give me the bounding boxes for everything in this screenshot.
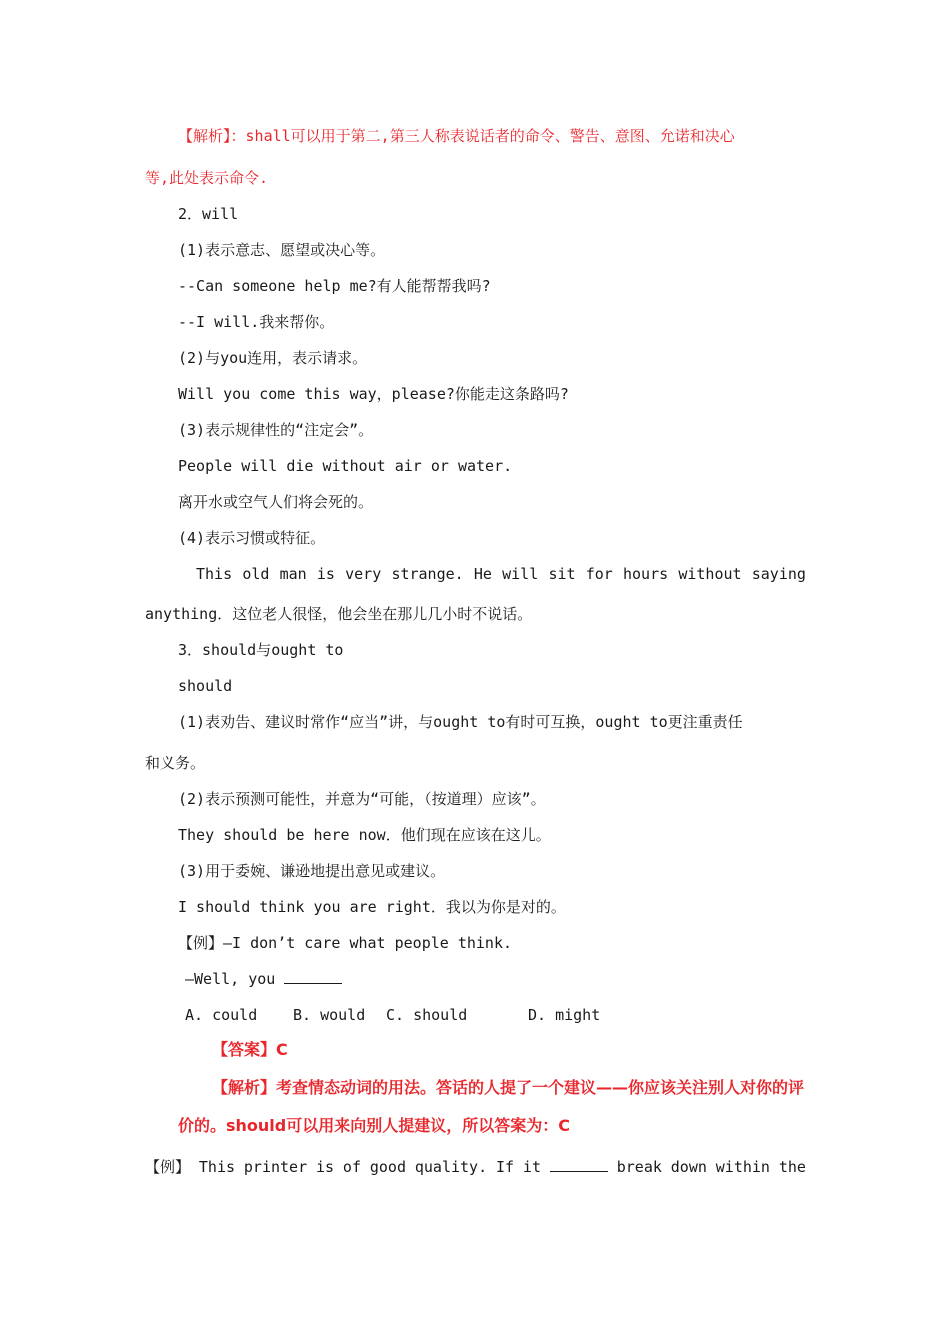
example-2-question — [145, 1157, 806, 1177]
example-1-analysis-line-2: 价的。should可以用来向别人提建议，所以答案为：C — [178, 1116, 570, 1135]
answer-line — [212, 1040, 288, 1060]
example-q2-text: —Well, you — [185, 970, 276, 988]
will-example-3b: 离开水或空气人们将会死的。 — [178, 493, 374, 511]
should-point-1b: 和义务。 — [145, 754, 206, 772]
analysis-shall-line-1 — [178, 126, 735, 146]
word: down — [670, 1158, 707, 1176]
should-point-3: (3)用于委婉、谦逊地提出意见或建议。 — [178, 862, 446, 880]
example-1-analysis-line-1 — [212, 1078, 804, 1098]
will-example-3a: People will die without air or water. — [178, 457, 513, 475]
word: of — [342, 1158, 361, 1176]
word: for — [585, 565, 613, 583]
word: it — [522, 1158, 541, 1176]
example-label: 【例】 — [145, 1158, 191, 1176]
will-point-4: (4)表示习惯或特征。 — [178, 529, 326, 547]
section-heading-should: 3．should与ought to — [178, 641, 344, 659]
word: without — [678, 565, 742, 583]
answer-blank — [550, 1157, 608, 1172]
will-example-1a: --Can someone help me?有人能帮帮我吗? — [178, 277, 491, 295]
analysis-shall-line-2: 等,此处表示命令. — [145, 169, 269, 187]
word: sit — [548, 565, 576, 583]
word: saying — [751, 565, 806, 583]
example-1-question-2 — [185, 969, 342, 989]
option-c: C. should — [386, 1006, 468, 1024]
will-example-4b: anything．这位老人很怪，他会坐在那儿几小时不说话。 — [145, 605, 533, 623]
should-point-1a: (1)表劝告、建议时常作“应当”讲，与ought to有时可互换，ought to更注重责任 — [178, 713, 743, 731]
should-subheading: should — [178, 677, 233, 695]
analysis-text: 考查情态动词的用法。答话的人提了一个建议——你应该关注别人对你的评 — [276, 1078, 805, 1097]
analysis-label: 【解析】 — [212, 1078, 277, 1097]
word: the — [778, 1158, 806, 1176]
option-b: B. would — [293, 1006, 366, 1024]
word: hours — [623, 565, 669, 583]
example-1-question-1 — [178, 933, 512, 953]
option-d: D. might — [528, 1006, 601, 1024]
answer-blank — [284, 969, 342, 984]
will-point-2: (2)与you连用，表示请求。 — [178, 349, 368, 367]
should-example-2: They should be here now．他们现在应该在这儿。 — [178, 826, 551, 844]
will-point-3: (3)表示规律性的“注定会”。 — [178, 421, 374, 439]
analysis-label: 【解析】 — [178, 127, 231, 145]
will-point-1: (1)表示意志、愿望或决心等。 — [178, 241, 386, 259]
word: is — [316, 565, 335, 583]
analysis-text: ：shall可以用于第二,第三人称表说话者的命令、警告、意图、允诺和决心 — [230, 127, 735, 145]
word: man — [279, 565, 307, 583]
answer-label: 【答案】 — [212, 1040, 277, 1059]
word: break — [616, 1158, 662, 1176]
will-example-2: Will you come this way，please?你能走这条路吗? — [178, 385, 569, 403]
word: very — [345, 565, 382, 583]
should-point-2: (2)表示预测可能性，并意为“可能，（按道理）应该”。 — [178, 790, 546, 808]
word: This — [196, 565, 233, 583]
word: quality. — [414, 1158, 488, 1176]
example-q1-text: —I don’t care what people think. — [223, 934, 512, 952]
will-example-1b: --I will.我来帮你。 — [178, 313, 335, 331]
word: If — [495, 1158, 515, 1176]
example-label: 【例】 — [178, 934, 224, 952]
answer-value: C — [276, 1040, 288, 1059]
will-example-4a — [196, 564, 806, 584]
should-example-3: I should think you are right．我以为你是对的。 — [178, 898, 566, 916]
word: He — [473, 565, 492, 583]
word: This — [198, 1158, 236, 1176]
word: will — [502, 565, 539, 583]
word: printer — [243, 1158, 308, 1176]
section-heading-will: 2．will — [178, 205, 239, 223]
word: old — [242, 565, 270, 583]
word: strange. — [391, 565, 464, 583]
word: good — [369, 1158, 406, 1176]
word: within — [715, 1158, 770, 1176]
word: is — [315, 1158, 335, 1176]
option-a: A. could — [185, 1006, 258, 1024]
